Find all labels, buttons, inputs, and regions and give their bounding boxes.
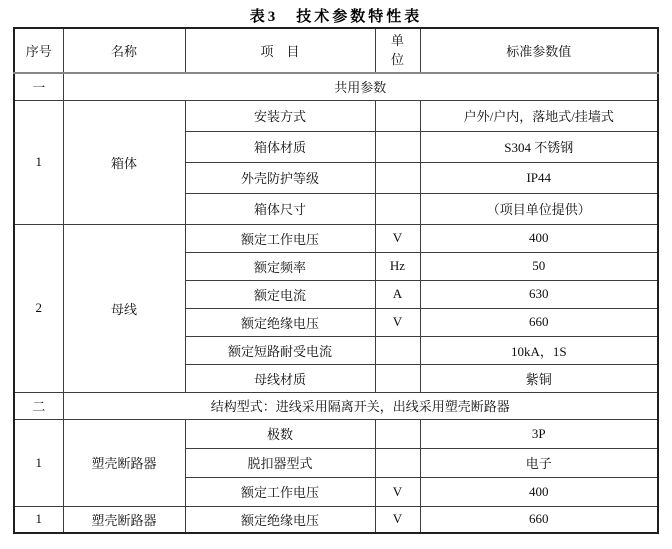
item-cell: 额定绝缘电压 [185,506,375,533]
group-name: 塑壳断路器 [63,506,185,533]
section-row-common [14,73,658,100]
value-cell: 紫铜 [420,364,658,392]
col-header-item: 项 目 [185,28,375,73]
group-no: 1 [14,506,63,533]
group-name: 箱体 [63,100,185,224]
group-no: 1 [14,419,63,506]
section-title: 结构型式：进线采用隔离开关，出线采用塑壳断路器 [63,392,658,419]
unit-cell: V [375,506,420,533]
unit-cell: Hz [375,252,420,280]
unit-cell [375,162,420,193]
value-cell: 400 [420,224,658,252]
item-cell: 安装方式 [185,100,375,131]
unit-cell [375,364,420,392]
value-cell: 电子 [420,448,658,477]
item-cell: 箱体材质 [185,131,375,162]
table-row [14,419,658,448]
unit-cell [375,131,420,162]
item-cell: 额定工作电压 [185,224,375,252]
section-row-structure [14,392,658,419]
value-cell: 660 [420,308,658,336]
value-cell: 3P [420,419,658,448]
unit-cell: V [375,477,420,506]
table-row [14,224,658,252]
value-cell: 660 [420,506,658,533]
col-header-value: 标准参数值 [420,28,658,73]
item-cell: 额定短路耐受电流 [185,336,375,364]
unit-cell: V [375,224,420,252]
col-header-no: 序号 [14,28,63,73]
value-cell: IP44 [420,162,658,193]
unit-cell [375,336,420,364]
table-row [14,100,658,131]
value-cell: 630 [420,280,658,308]
header-row [14,28,658,73]
unit-cell [375,419,420,448]
value-cell: S304 不锈钢 [420,131,658,162]
section-no: 一 [14,73,63,100]
col-header-unit [375,28,420,73]
item-cell: 额定电流 [185,280,375,308]
unit-cell: A [375,280,420,308]
section-no: 二 [14,392,63,419]
value-cell: 户外/户内，落地式/挂墙式 [420,100,658,131]
item-cell: 脱扣器型式 [185,448,375,477]
unit-cell: V [375,308,420,336]
unit-cell [375,193,420,224]
table-title: 表3 技术参数特性表 [249,9,423,25]
item-cell: 额定工作电压 [185,477,375,506]
value-cell: 10kA，1S [420,336,658,364]
value-cell: （项目单位提供） [420,193,658,224]
group-no: 1 [14,100,63,224]
item-cell: 额定频率 [185,252,375,280]
unit-cell [375,448,420,477]
table-row [14,506,658,533]
unit-cell [375,100,420,131]
group-name: 塑壳断路器 [63,419,185,506]
col-header-name: 名称 [63,28,185,73]
item-cell: 额定绝缘电压 [185,308,375,336]
value-cell: 400 [420,477,658,506]
value-cell: 50 [420,252,658,280]
unit-header-text: 单位 [390,32,404,67]
item-cell: 母线材质 [185,364,375,392]
spec-table [13,27,659,534]
section-title: 共用参数 [63,73,658,100]
item-cell: 极数 [185,419,375,448]
group-no: 2 [14,224,63,392]
item-cell: 外壳防护等级 [185,162,375,193]
item-cell: 箱体尺寸 [185,193,375,224]
group-name: 母线 [63,224,185,392]
